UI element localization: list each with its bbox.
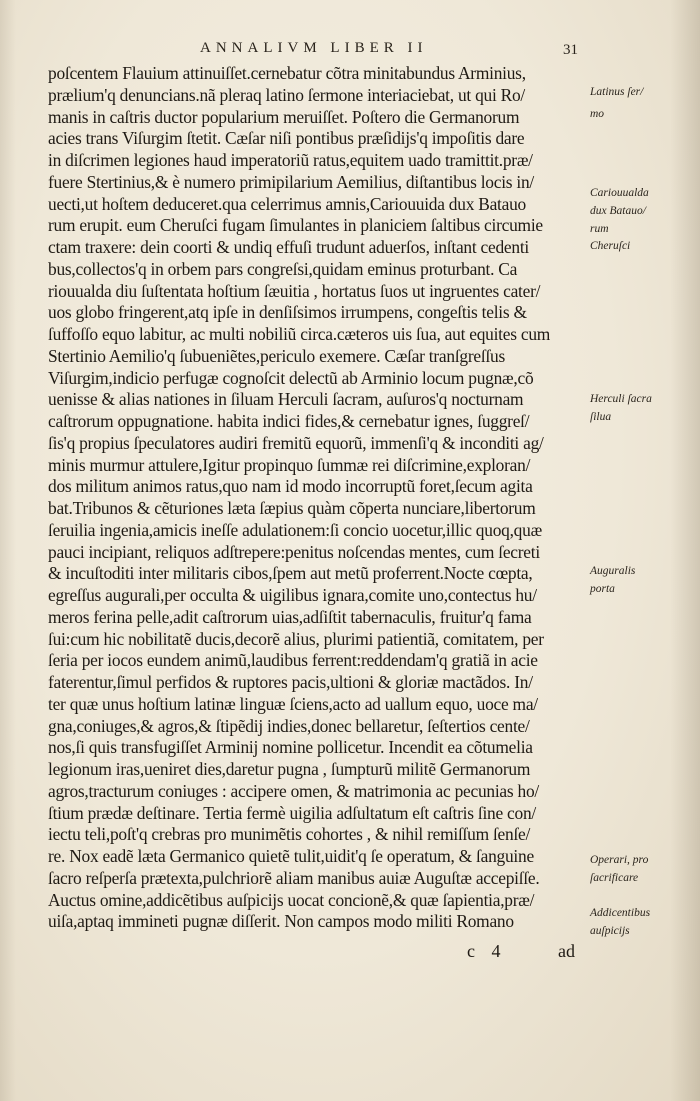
main-text-block xyxy=(48,63,593,933)
text-line: legionum iras,ueniret dies,daretur pugna , ſumpturũ militẽ Germanorum xyxy=(48,759,531,779)
text-line: in diſcrimen legiones haud imperatoriũ ratus,equitem uado tramittit.præ/ xyxy=(48,150,533,170)
margin-note: Auguralis xyxy=(590,565,636,577)
margin-note: auſpicijs xyxy=(590,925,630,937)
text-line: gna,coniuges,& agros,& ſtipẽdij indies,donec bellaretur, ſeſtertios cente/ xyxy=(48,715,530,736)
text-line: rum erupit. eum Cheruſci fugam ſimulantes in planiciem ſaltibus circumie xyxy=(48,215,543,236)
text-line: re. Nox eadẽ læta Germanico quietẽ tulit,uidit'q ſe operatum, & ſanguine xyxy=(48,846,534,866)
text-line: meros ferina pelle,adit caſtrorum uias,adſiſtit tabernaculis, fruitur'q fama xyxy=(48,606,532,627)
text-line: agros,tracturum coniuges : accipere omen, & matrimonia ac pecunias ho/ xyxy=(48,780,539,801)
text-line: ſuffoſſo equo labitur, ac multi nobiliũ circa.cæteros uis ſua, aut equites cum xyxy=(48,324,551,344)
text-line: egreſſus augurali,per occulta & uigilibus ignara,comite uno,contectus hu/ xyxy=(48,585,537,605)
running-title: ANNALIVM LIBER II xyxy=(200,40,428,56)
text-line: & incuſtoditi inter militaris cibos,ſpem aut metũ proferrent.Nocte cœpta, xyxy=(48,563,533,584)
text-line: pauci incipiant, reliquos adſtrepere:penitus noſcendas mentes, cum ſecreti xyxy=(48,541,540,562)
margin-note: rum xyxy=(590,223,609,235)
margin-note: Cariouualda xyxy=(590,187,649,199)
text-line: prælium'q denuncians.nã pleraq latino ſermone interiaciebat, ut qui Ro/ xyxy=(48,84,526,105)
text-line: ctam traxere: dein coorti & undiq effuſi trudunt aduerſos, inſtant cedenti xyxy=(48,237,530,257)
page-number: 31 xyxy=(563,42,578,58)
text-line: bus,collectos'q in orbem pars congreſsi,quidam eminus proturbant. Ca xyxy=(48,258,518,279)
text-line: Stertinio Aemilio'q ſubueniẽtes,periculo exemere. Cæſar tranſgreſſus xyxy=(48,345,506,366)
text-line: faterentur,ſimul perfidos & ruptores pacis,ultioni & gloriæ mactãdos. In/ xyxy=(48,672,533,692)
text-line: uos globo fringerent,atq ipſe in denſiſsimos irrumpens, congeſtis telis & xyxy=(48,302,527,323)
text-line: Viſurgim,indicio perfugæ cognoſcit delectũ ab Arminio locum pugnæ,cõ xyxy=(48,367,534,388)
text-line: ſeria per iocos eundem animũ,laudibus ferrent:reddendam'q gratiã in acie xyxy=(48,650,538,671)
text-line: ſtium prædæ deſtinare. Tertia fermè uigilia adſultatum eſt caſtris ſine con/ xyxy=(48,802,536,823)
margin-note: mo xyxy=(590,108,605,120)
text-line: bat.Tribunos & cẽturiones læta ſæpius quàm cõperta nunciare,libertorum xyxy=(48,498,536,518)
margin-note: Herculi ſacra xyxy=(590,393,652,405)
text-line: ſeruilia ingenia,amicis ineſſe adulationem:ſi concio uocetur,illic quoq,quæ xyxy=(48,519,542,540)
text-line: riouualda diu ſuſtentata hoſtium ſæuitia , hortatus ſuos ut ingruentes cater/ xyxy=(48,280,541,301)
text-line: Auctus omine,addicẽtibus auſpicijs uocat concionẽ,& quæ ſapientia,præ/ xyxy=(48,889,535,910)
signature-mark: c 4 xyxy=(467,941,507,961)
text-line: ſui:cum hic nobilitatẽ ducis,decorẽ alius, plurimi patientiã, comitatem, per xyxy=(48,628,544,649)
margin-note: Operari, pro xyxy=(590,854,649,866)
page-edge-shadow xyxy=(670,0,700,1101)
margin-note: Cheruſci xyxy=(590,240,631,252)
text-line: uecti,ut hoſtem deduceret.qua celerrimus amnis,Cariouuida dux Batauo xyxy=(48,193,526,214)
text-line: acies trans Viſurgim ſtetit. Cæſar niſi pontibus præſidijs'q impoſitis dare xyxy=(48,128,525,149)
margin-note: ſacrificare xyxy=(590,872,639,884)
text-line: fuere Stertinius,& è numero primipilarium Aemilius, diſtantibus locis in/ xyxy=(48,171,535,192)
text-line: iectu teli,poſt'q crebras pro munimẽtis cohortes , & nihil remiſſum ſenſe/ xyxy=(48,824,531,845)
text-line: uenisse & alias nationes in ſiluam Herculi ſacram, auſuros'q nocturnam xyxy=(48,389,524,410)
text-line: dos militum animos ratus,quo nam id modo incorruptũ foret,ſecum agita xyxy=(48,476,533,497)
margin-note: dux Batauo/ xyxy=(590,205,646,217)
margin-note: porta xyxy=(590,583,615,595)
page-gutter-shadow xyxy=(0,0,16,1101)
text-line: ſis'q propius ſpeculatores audiri fremitũ equorũ, immenſi'q & inconditi ag/ xyxy=(48,432,544,453)
text-line: nos,ſi quis transfugiſſet Arminij nomine pollicetur. Incendit ea cõtumelia xyxy=(48,737,533,758)
text-line: poſcentem Flauium attinuiſſet.cernebatur cõtra minitabundus Arminius, xyxy=(48,63,526,83)
text-line: ter quæ unus hoſtium latinæ linguæ ſciens,acto ad uallum equo, uoce ma/ xyxy=(48,693,538,714)
text-line: minis murmur attulere,Igitur propinquo ſummæ rei diſcrimine,exploran/ xyxy=(48,454,531,475)
text-line: manis in caſtris ductor popularium meruiſſet. Poſtero die Germanorum xyxy=(48,106,520,127)
text-line: uiſa,aptaq immineti pugnæ diſſerit. Non campos modo militi Romano xyxy=(48,911,514,932)
text-line: ſacro reſperſa prætexta,pulchriorẽ aliam manibus auiæ Auguſtæ accepiſſe. xyxy=(48,867,540,888)
margin-note: Latinus ſer/ xyxy=(590,86,644,98)
catchword: ad xyxy=(558,941,575,961)
margin-note: ſilua xyxy=(590,411,612,423)
margin-note: Addicentibus xyxy=(590,907,651,919)
text-line: caſtrorum oppugnatione. habita indici fides,& cernebatur ignes, ſuggreſ/ xyxy=(48,411,530,431)
